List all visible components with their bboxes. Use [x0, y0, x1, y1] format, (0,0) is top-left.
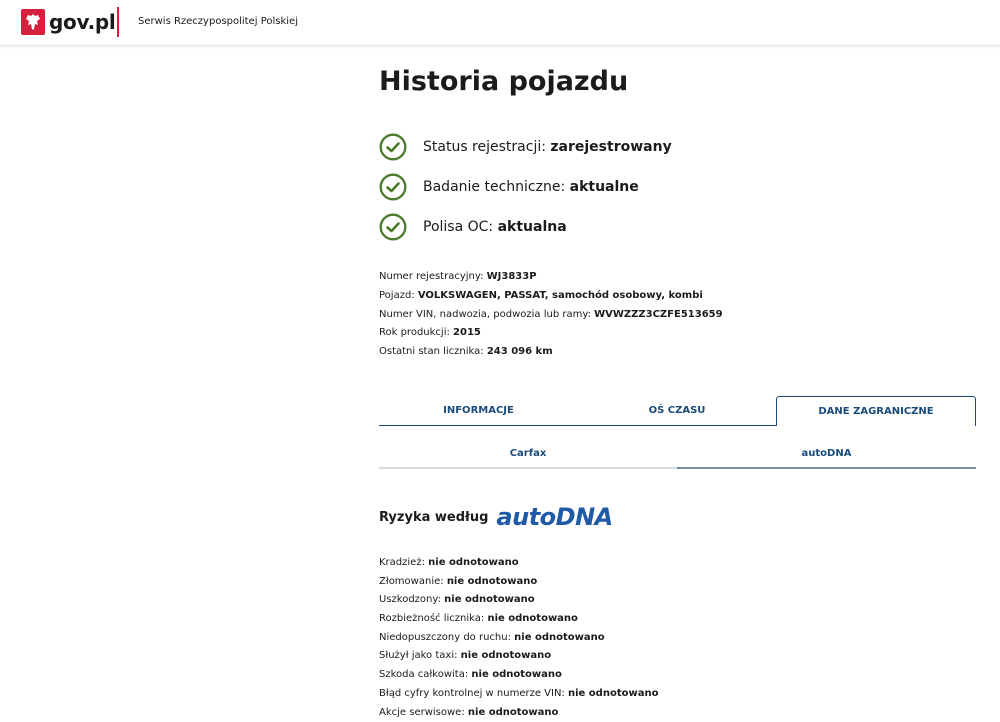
risk-value: nie odnotowano [471, 669, 562, 681]
info-row [379, 324, 723, 343]
risk-label: Szkoda całkowita: [379, 669, 469, 681]
site-header [0, 0, 1000, 46]
info-value: WVWZZZ3CZFE513659 [594, 308, 723, 320]
check-circle-icon [379, 213, 407, 241]
status-value: zarejestrowany [550, 139, 672, 155]
tab-dane-zagraniczne[interactable]: DANE ZAGRANICZNE [776, 396, 976, 426]
check-circle-icon [379, 133, 407, 161]
risk-item [379, 647, 658, 666]
polish-eagle-logo-icon[interactable] [21, 9, 45, 35]
risk-heading-label: Ryzyka według [379, 509, 489, 525]
status-insurance [379, 213, 567, 241]
risk-item [379, 573, 658, 592]
tab-informacje[interactable]: INFORMACJE [379, 396, 578, 426]
sub-tabs [379, 440, 976, 469]
risk-heading [379, 503, 613, 531]
risk-list [379, 554, 658, 722]
risk-value: nie odnotowano [446, 575, 538, 587]
status-label: Badanie techniczne: [423, 179, 566, 195]
vehicle-info [379, 268, 723, 362]
risk-label: Rozbieżność licznika: [379, 613, 485, 625]
risk-value: nie odnotowano [444, 594, 535, 606]
service-name: Serwis Rzeczypospolitej Polskiej [138, 16, 298, 27]
tab-os-czasu[interactable]: OŚ CZASU [578, 396, 776, 426]
risk-label: Błąd cyfry kontrolnej w numerze VIN: [379, 687, 565, 699]
autodna-logo: autoDNA [496, 503, 613, 531]
risk-value: nie odnotowano [467, 706, 559, 718]
info-value: VOLKSWAGEN, PASSAT, samochód osobowy, kombi [417, 289, 703, 301]
gov-pl-brand[interactable]: gov.pl [49, 10, 116, 34]
info-value: 2015 [453, 327, 481, 339]
info-label: Rok produkcji: [379, 327, 450, 339]
check-circle-icon [379, 173, 407, 201]
risk-label: Służył jako taxi: [379, 650, 458, 662]
risk-label: Kradzież: [379, 557, 425, 568]
info-label: Numer rejestracyjny: [379, 271, 484, 282]
risk-value: nie odnotowano [568, 687, 659, 699]
risk-item [379, 610, 658, 629]
subtab-autodna[interactable]: autoDNA [677, 440, 976, 469]
status-label: Status rejestracji: [423, 139, 546, 155]
risk-value: nie odnotowano [428, 557, 519, 568]
info-label: Numer VIN, nadwozia, podwozia lub ramy: [379, 308, 591, 320]
risk-label: Uszkodzony: [379, 594, 441, 606]
risk-item [379, 666, 658, 685]
info-label: Ostatni stan licznika: [379, 346, 484, 358]
info-value: WJ3833P [486, 271, 537, 282]
risk-label: Akcje serwisowe: [379, 706, 465, 718]
info-row [379, 268, 723, 287]
risk-item [379, 629, 658, 648]
risk-label: Niedopuszczony do ruchu: [379, 631, 511, 643]
main-tabs [379, 396, 976, 426]
info-row [379, 343, 723, 362]
risk-value: nie odnotowano [514, 631, 605, 643]
status-registration [379, 133, 672, 161]
status-value: aktualna [497, 219, 567, 235]
risk-item [379, 704, 658, 722]
risk-item [379, 685, 658, 704]
status-value: aktualne [569, 179, 639, 195]
info-row [379, 306, 723, 325]
status-label: Polisa OC: [423, 219, 494, 235]
risk-item [379, 554, 658, 573]
risk-item [379, 591, 658, 610]
info-label: Pojazd: [379, 289, 415, 301]
risk-value: nie odnotowano [460, 650, 552, 662]
header-divider [117, 7, 119, 37]
info-row [379, 287, 723, 306]
subtab-carfax[interactable]: Carfax [379, 440, 677, 469]
status-inspection [379, 173, 639, 201]
info-value: 243 096 km [486, 346, 553, 358]
risk-label: Złomowanie: [379, 575, 444, 587]
page-title: Historia pojazdu [379, 66, 629, 97]
risk-value: nie odnotowano [487, 613, 578, 625]
